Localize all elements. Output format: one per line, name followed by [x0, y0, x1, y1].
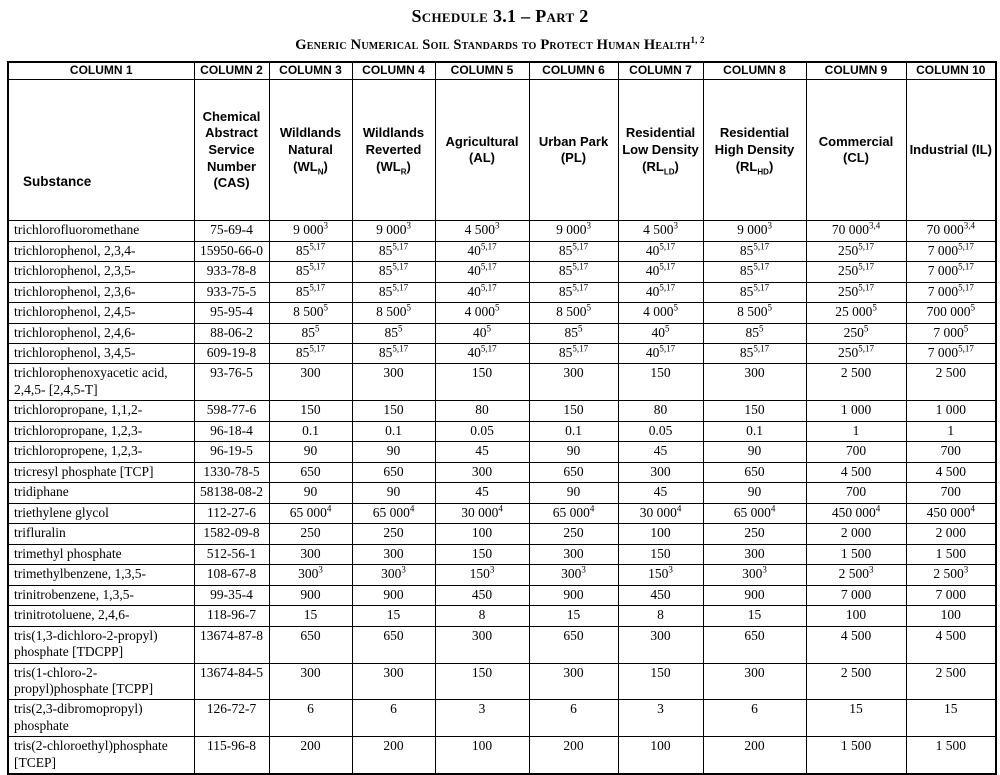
standard-value-cell: 65 $000^4$: [703, 503, 806, 523]
substance-cell: trichlorophenol, 2,4,5-: [8, 303, 194, 323]
cas-number-cell: 96-19-5: [194, 442, 269, 462]
cas-number-cell: 115-96-8: [194, 737, 269, 774]
standard-value-cell: 250$^{5,17}$: [806, 262, 906, 282]
standard-value-cell: $40^5$: [435, 323, 529, 343]
column-header: Agricultural (AL): [435, 80, 529, 221]
substance-cell: trinitrotoluene, 2,4,6-: [8, 606, 194, 626]
cas-number-cell: 88-06-2: [194, 323, 269, 343]
column-abbreviation: $(RL_{LD})$: [642, 158, 679, 177]
standard-value-cell: 300: [703, 364, 806, 401]
substance-cell: trinitrobenzene, 1,3,5-: [8, 585, 194, 605]
table-row: [8, 544, 996, 564]
standard-value-cell: 250$^{5,17}$: [806, 344, 906, 364]
standard-value-cell: 900: [703, 585, 806, 605]
cas-number-cell: 112-27-6: [194, 503, 269, 523]
standard-value-cell: $40^5$: [618, 323, 703, 343]
standard-value-cell: 0.1: [529, 421, 618, 441]
standard-value-cell: 700 $000^5$: [906, 303, 996, 323]
table-row: [8, 626, 996, 663]
standard-value-cell: 15: [906, 700, 996, 737]
standard-value-cell: 70 000$^{3,4}$: [906, 221, 996, 241]
cas-number-cell: 13674-84-5: [194, 663, 269, 700]
substance-cell: trichlorophenol, 3,4,5-: [8, 344, 194, 364]
standard-value-cell: 650: [352, 462, 435, 482]
standard-value-cell: 300: [352, 364, 435, 401]
standard-value-cell: 85$^{5,17}$: [703, 282, 806, 302]
substance-cell: trichloropropane, 1,2,3-: [8, 421, 194, 441]
standard-value-cell: 300: [703, 663, 806, 700]
standard-value-cell: 90: [269, 483, 352, 503]
standard-value-cell: 150: [618, 663, 703, 700]
substance-cell: tricresyl phosphate [TCP]: [8, 462, 194, 482]
standard-value-cell: 70 000$^{3,4}$: [806, 221, 906, 241]
column-abbreviation: (AL): [468, 150, 495, 166]
standard-value-cell: 85$^{5,17}$: [352, 344, 435, 364]
standard-value-cell: 40$^{5,17}$: [618, 262, 703, 282]
column-number-header: COLUMN 6: [529, 62, 618, 80]
standard-value-cell: 300: [529, 544, 618, 564]
standard-value-cell: 2 500: [906, 663, 996, 700]
standard-value-cell: 700: [806, 483, 906, 503]
standard-value-cell: 700: [806, 442, 906, 462]
substance-cell: trichlorophenoxyacetic acid, 2,4,5- [2,4,5-T]: [8, 364, 194, 401]
cas-number-cell: 933-75-5: [194, 282, 269, 302]
standard-value-cell: 2 500: [906, 364, 996, 401]
standard-value-cell: 300: [435, 626, 529, 663]
standard-value-cell: 8: [618, 606, 703, 626]
standard-value-cell: 40$^{5,17}$: [618, 344, 703, 364]
table-row: [8, 483, 996, 503]
standard-value-cell: 6: [529, 700, 618, 737]
standard-value-cell: 90: [529, 483, 618, 503]
standard-value-cell: $250^5$: [806, 323, 906, 343]
standard-value-cell: 85$^{5,17}$: [269, 344, 352, 364]
standard-value-cell: 40$^{5,17}$: [435, 344, 529, 364]
column-header: Substance: [8, 80, 194, 221]
column-abbreviation: (PL): [560, 150, 587, 166]
standard-value-cell: 2 500: [806, 364, 906, 401]
standard-value-cell: 2 $500^3$: [806, 565, 906, 585]
standard-value-cell: $150^3$: [435, 565, 529, 585]
table-row: [8, 524, 996, 544]
standard-value-cell: 650: [703, 626, 806, 663]
substance-cell: trichlorophenol, 2,3,6-: [8, 282, 194, 302]
column-number-header: COLUMN 4: [352, 62, 435, 80]
cas-number-cell: 93-76-5: [194, 364, 269, 401]
standard-value-cell: 15: [703, 606, 806, 626]
substance-cell: trimethyl phosphate: [8, 544, 194, 564]
standard-value-cell: 90: [529, 442, 618, 462]
standard-value-cell: 7 000: [806, 585, 906, 605]
standard-value-cell: 90: [352, 483, 435, 503]
standard-value-cell: 200: [269, 737, 352, 774]
standard-value-cell: 100: [618, 737, 703, 774]
standard-value-cell: 9 $000^3$: [269, 221, 352, 241]
standard-value-cell: 45: [435, 442, 529, 462]
standard-value-cell: 4 $000^5$: [618, 303, 703, 323]
table-row: [8, 323, 996, 343]
standard-value-cell: 4 500: [906, 462, 996, 482]
standard-value-cell: 7 000$^{5,17}$: [906, 344, 996, 364]
table-row: [8, 737, 996, 774]
substance-cell: trifluralin: [8, 524, 194, 544]
column-number-header: COLUMN 9: [806, 62, 906, 80]
standard-value-cell: 650: [529, 626, 618, 663]
column-number-row: [8, 62, 996, 80]
substance-cell: trichlorophenol, 2,3,4-: [8, 241, 194, 261]
standard-value-cell: 45: [435, 483, 529, 503]
standard-value-cell: 100: [618, 524, 703, 544]
table-row: [8, 663, 996, 700]
cas-number-cell: 1582-09-8: [194, 524, 269, 544]
standard-value-cell: 85$^{5,17}$: [529, 241, 618, 261]
page-title: [0, 6, 1000, 27]
column-abbreviation: (IL): [971, 141, 992, 157]
cas-number-cell: 99-35-4: [194, 585, 269, 605]
standard-value-cell: 900: [352, 585, 435, 605]
standard-value-cell: 250: [703, 524, 806, 544]
table-row: [8, 585, 996, 605]
page-subtitle-text: Generic Numerical Soil Standards to Protect Human Health: [295, 37, 691, 53]
standard-value-cell: 90: [703, 442, 806, 462]
table-row: [8, 364, 996, 401]
cas-number-cell: 609-19-8: [194, 344, 269, 364]
standard-value-cell: 4 500: [906, 626, 996, 663]
standard-value-cell: 3: [435, 700, 529, 737]
cas-number-cell: 598-77-6: [194, 401, 269, 421]
standard-value-cell: 8 $500^5$: [269, 303, 352, 323]
standard-value-cell: 100: [435, 737, 529, 774]
column-header: Industrial (IL): [906, 80, 996, 221]
standard-value-cell: 25 $000^5$: [806, 303, 906, 323]
standard-value-cell: 150: [703, 401, 806, 421]
standard-value-cell: 900: [529, 585, 618, 605]
standard-value-cell: 2 000: [906, 524, 996, 544]
standard-value-cell: 15: [529, 606, 618, 626]
standard-value-cell: 1: [806, 421, 906, 441]
standard-value-cell: 250: [269, 524, 352, 544]
standard-value-cell: 1 000: [806, 401, 906, 421]
standard-value-cell: 650: [269, 626, 352, 663]
cas-number-cell: 933-78-8: [194, 262, 269, 282]
table-row: [8, 401, 996, 421]
standard-value-cell: 300: [352, 663, 435, 700]
cas-number-cell: 126-72-7: [194, 700, 269, 737]
table-row: [8, 503, 996, 523]
standard-value-cell: 85$^{5,17}$: [352, 262, 435, 282]
standard-value-cell: 40$^{5,17}$: [435, 282, 529, 302]
standard-value-cell: 650: [529, 462, 618, 482]
standard-value-cell: 90: [352, 442, 435, 462]
table-row: [8, 700, 996, 737]
standard-value-cell: 100: [806, 606, 906, 626]
standard-value-cell: 150: [269, 401, 352, 421]
column-abbreviation: $(WL_N)$: [293, 158, 328, 177]
column-header-row: [8, 80, 996, 221]
column-header: Wildlands Natural $(WL_N)$: [269, 80, 352, 221]
standard-value-cell: 150: [618, 364, 703, 401]
standard-value-cell: 15: [269, 606, 352, 626]
standard-value-cell: 9 $000^3$: [529, 221, 618, 241]
standard-value-cell: 1 500: [906, 737, 996, 774]
cas-number-cell: 118-96-7: [194, 606, 269, 626]
standard-value-cell: 250: [352, 524, 435, 544]
standard-value-cell: 9 $000^3$: [352, 221, 435, 241]
table-row: [8, 344, 996, 364]
standard-value-cell: 300: [269, 544, 352, 564]
standard-value-cell: 650: [269, 462, 352, 482]
standard-value-cell: 700: [906, 442, 996, 462]
page-subtitle: [0, 37, 1000, 54]
standard-value-cell: 85$^{5,17}$: [269, 262, 352, 282]
standard-value-cell: $85^5$: [352, 323, 435, 343]
standard-value-cell: 1 500: [906, 544, 996, 564]
standard-value-cell: 7 $000^5$: [906, 323, 996, 343]
table-body: [8, 221, 996, 775]
standard-value-cell: 1 500: [806, 544, 906, 564]
standard-value-cell: 8 $500^5$: [529, 303, 618, 323]
standard-value-cell: 300: [529, 364, 618, 401]
table-row: [8, 262, 996, 282]
standard-value-cell: 9 $000^3$: [703, 221, 806, 241]
standard-value-cell: 250$^{5,17}$: [806, 241, 906, 261]
standard-value-cell: 150: [352, 401, 435, 421]
substance-cell: trichloropropane, 1,1,2-: [8, 401, 194, 421]
column-abbreviation: $(WL_R)$: [376, 158, 411, 177]
standard-value-cell: 250$^{5,17}$: [806, 282, 906, 302]
substance-cell: tris(1,3-dichloro-2-propyl) phosphate [TDCPP]: [8, 626, 194, 663]
standard-value-cell: 0.1: [269, 421, 352, 441]
substance-cell: tris(2-chloroethyl)phosphate [TCEP]: [8, 737, 194, 774]
standard-value-cell: 30 $000^4$: [618, 503, 703, 523]
standard-value-cell: 85$^{5,17}$: [529, 344, 618, 364]
standard-value-cell: 40$^{5,17}$: [618, 282, 703, 302]
table-row: [8, 606, 996, 626]
standard-value-cell: 40$^{5,17}$: [435, 262, 529, 282]
standard-value-cell: 300: [703, 544, 806, 564]
standard-value-cell: 300: [435, 462, 529, 482]
column-number-header: COLUMN 5: [435, 62, 529, 80]
page-subtitle-footnote-refs: 1, 2: [690, 35, 705, 46]
standard-value-cell: 85$^{5,17}$: [352, 282, 435, 302]
standard-value-cell: 40$^{5,17}$: [435, 241, 529, 261]
standard-value-cell: 900: [269, 585, 352, 605]
standard-value-cell: 650: [703, 462, 806, 482]
standard-value-cell: 4 $500^3$: [618, 221, 703, 241]
standard-value-cell: 4 500: [806, 462, 906, 482]
standard-value-cell: $85^5$: [703, 323, 806, 343]
column-abbreviation: (CL): [842, 150, 869, 166]
substance-cell: trichloropropene, 1,2,3-: [8, 442, 194, 462]
standard-value-cell: 6: [352, 700, 435, 737]
cas-number-cell: 58138-08-2: [194, 483, 269, 503]
standard-value-cell: 2 $500^3$: [906, 565, 996, 585]
standard-value-cell: 100: [435, 524, 529, 544]
column-number-header: COLUMN 8: [703, 62, 806, 80]
standard-value-cell: 85$^{5,17}$: [529, 282, 618, 302]
standard-value-cell: 300: [618, 626, 703, 663]
column-header: Chemical Abstract Service Number (CAS): [194, 80, 269, 221]
standard-value-cell: 1 000: [906, 401, 996, 421]
standard-value-cell: 15: [806, 700, 906, 737]
substance-cell: tridiphane: [8, 483, 194, 503]
standard-value-cell: 85$^{5,17}$: [529, 262, 618, 282]
standard-value-cell: 85$^{5,17}$: [269, 282, 352, 302]
standard-value-cell: 85$^{5,17}$: [352, 241, 435, 261]
standard-value-cell: 1: [906, 421, 996, 441]
standard-value-cell: 15: [352, 606, 435, 626]
substance-cell: tris(1-chloro-2-propyl)phosphate [TCPP]: [8, 663, 194, 700]
table-row: [8, 442, 996, 462]
cas-number-cell: 95-95-4: [194, 303, 269, 323]
standard-value-cell: 250: [529, 524, 618, 544]
standard-value-cell: 3: [618, 700, 703, 737]
standard-value-cell: 80: [618, 401, 703, 421]
standard-value-cell: $300^3$: [352, 565, 435, 585]
column-abbreviation: $(RL_{HD})$: [735, 158, 774, 177]
standard-value-cell: 85$^{5,17}$: [703, 241, 806, 261]
table-head: [8, 62, 996, 221]
cas-number-cell: 75-69-4: [194, 221, 269, 241]
standard-value-cell: 300: [269, 364, 352, 401]
standard-value-cell: 0.05: [435, 421, 529, 441]
cas-number-cell: 15950-66-0: [194, 241, 269, 261]
standard-value-cell: 150: [435, 544, 529, 564]
substance-cell: trimethylbenzene, 1,3,5-: [8, 565, 194, 585]
standard-value-cell: $85^5$: [269, 323, 352, 343]
standard-value-cell: 7 000: [906, 585, 996, 605]
column-number-header: COLUMN 7: [618, 62, 703, 80]
standard-value-cell: $150^3$: [618, 565, 703, 585]
standard-value-cell: 45: [618, 442, 703, 462]
soil-standards-table: [7, 61, 997, 775]
standard-value-cell: 300: [529, 663, 618, 700]
column-header: Commercial (CL): [806, 80, 906, 221]
cas-number-cell: 96-18-4: [194, 421, 269, 441]
standard-value-cell: 200: [529, 737, 618, 774]
standard-value-cell: 85$^{5,17}$: [703, 344, 806, 364]
standard-value-cell: 8 $500^5$: [352, 303, 435, 323]
standard-value-cell: 200: [703, 737, 806, 774]
standard-value-cell: 200: [352, 737, 435, 774]
standard-value-cell: $85^5$: [529, 323, 618, 343]
standard-value-cell: 300: [618, 462, 703, 482]
standard-value-cell: 450: [618, 585, 703, 605]
standard-value-cell: 8: [435, 606, 529, 626]
table-row: [8, 241, 996, 261]
column-number-header: COLUMN 10: [906, 62, 996, 80]
standard-value-cell: 450 $000^4$: [806, 503, 906, 523]
standard-value-cell: 150: [435, 364, 529, 401]
standard-value-cell: 65 $000^4$: [269, 503, 352, 523]
standard-value-cell: 80: [435, 401, 529, 421]
standard-value-cell: 7 000$^{5,17}$: [906, 241, 996, 261]
standard-value-cell: 150: [618, 544, 703, 564]
standard-value-cell: 4 500: [806, 626, 906, 663]
standard-value-cell: 0.05: [618, 421, 703, 441]
column-header: Residential High Density $(RL_{HD})$: [703, 80, 806, 221]
table-row: [8, 565, 996, 585]
standard-value-cell: 4 $000^5$: [435, 303, 529, 323]
standard-value-cell: 0.1: [703, 421, 806, 441]
standard-value-cell: 1 500: [806, 737, 906, 774]
standard-value-cell: $300^3$: [269, 565, 352, 585]
standard-value-cell: 4 $500^3$: [435, 221, 529, 241]
standard-value-cell: 85$^{5,17}$: [703, 262, 806, 282]
standard-value-cell: 90: [269, 442, 352, 462]
column-number-header: COLUMN 1: [8, 62, 194, 80]
cas-number-cell: 512-56-1: [194, 544, 269, 564]
standard-value-cell: 150: [529, 401, 618, 421]
standard-value-cell: 300: [269, 663, 352, 700]
standard-value-cell: 2 000: [806, 524, 906, 544]
substance-cell: trichlorophenol, 2,3,5-: [8, 262, 194, 282]
standard-value-cell: 6: [269, 700, 352, 737]
column-number-header: COLUMN 2: [194, 62, 269, 80]
standard-value-cell: 8 $500^5$: [703, 303, 806, 323]
substance-cell: tris(2,3-dibromopropyl) phosphate: [8, 700, 194, 737]
standard-value-cell: 0.1: [352, 421, 435, 441]
standard-value-cell: 450: [435, 585, 529, 605]
standard-value-cell: 85$^{5,17}$: [269, 241, 352, 261]
standard-value-cell: 65 $000^4$: [529, 503, 618, 523]
cas-number-cell: 13674-87-8: [194, 626, 269, 663]
table-row: [8, 462, 996, 482]
standard-value-cell: 7 000$^{5,17}$: [906, 262, 996, 282]
cas-number-cell: 108-67-8: [194, 565, 269, 585]
standard-value-cell: $300^3$: [703, 565, 806, 585]
table-row: [8, 221, 996, 241]
substance-cell: trichlorofluoromethane: [8, 221, 194, 241]
standard-value-cell: 2 500: [806, 663, 906, 700]
standard-value-cell: 30 $000^4$: [435, 503, 529, 523]
column-header: Residential Low Density $(RL_{LD})$: [618, 80, 703, 221]
substance-cell: trichlorophenol, 2,4,6-: [8, 323, 194, 343]
standard-value-cell: 6: [703, 700, 806, 737]
column-header: Wildlands Reverted $(WL_R)$: [352, 80, 435, 221]
standard-value-cell: 7 000$^{5,17}$: [906, 282, 996, 302]
column-abbreviation: (CAS): [213, 175, 250, 191]
standard-value-cell: 65 $000^4$: [352, 503, 435, 523]
standard-value-cell: 300: [352, 544, 435, 564]
standard-value-cell: 700: [906, 483, 996, 503]
standard-value-cell: 100: [906, 606, 996, 626]
table-row: [8, 282, 996, 302]
standard-value-cell: 650: [352, 626, 435, 663]
standard-value-cell: 45: [618, 483, 703, 503]
cas-number-cell: 1330-78-5: [194, 462, 269, 482]
standard-value-cell: 40$^{5,17}$: [618, 241, 703, 261]
column-header: Urban Park (PL): [529, 80, 618, 221]
standard-value-cell: 90: [703, 483, 806, 503]
table-row: [8, 303, 996, 323]
substance-cell: triethylene glycol: [8, 503, 194, 523]
standard-value-cell: 450 $000^4$: [906, 503, 996, 523]
standard-value-cell: $300^3$: [529, 565, 618, 585]
page-title-text: Schedule 3.1 – Part 2: [411, 6, 589, 26]
table-row: [8, 421, 996, 441]
column-number-header: COLUMN 3: [269, 62, 352, 80]
standard-value-cell: 150: [435, 663, 529, 700]
